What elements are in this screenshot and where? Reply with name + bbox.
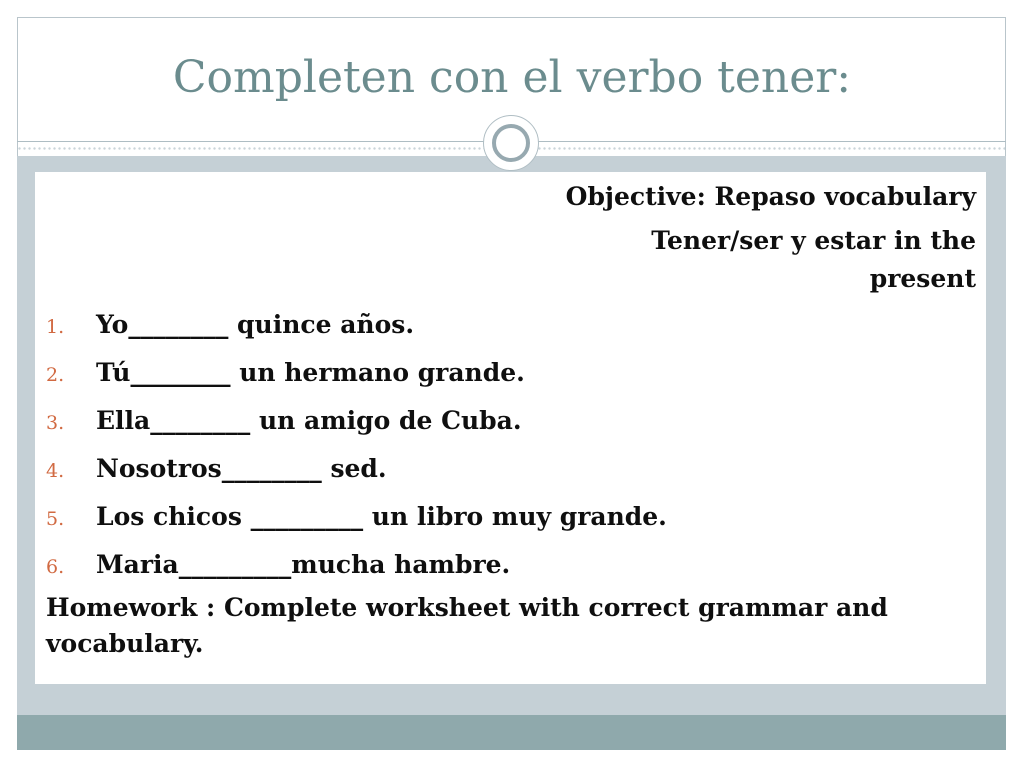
slide-title: Completen con el verbo tener: (172, 52, 852, 103)
list-item-text: Yo________ quince años. (96, 310, 415, 339)
objective-line-2-text: Tener/ser y estar in the present (651, 226, 976, 293)
list-item (46, 350, 976, 398)
list-number: 1. (46, 316, 65, 338)
objective-line-2 (46, 222, 976, 298)
circle-ornament-icon (483, 115, 539, 171)
list-number: 4. (46, 460, 65, 482)
list-item (46, 446, 976, 494)
list-number: 6. (46, 556, 65, 578)
list-number: 5. (46, 508, 65, 530)
list-item-text: Ella________ un amigo de Cuba. (96, 406, 522, 435)
list-item-text: Los chicos _________ un libro muy grande. (96, 502, 667, 531)
list-item-text: Maria_________mucha hambre. (96, 550, 511, 579)
list-item (46, 302, 976, 350)
exercise-list (46, 302, 976, 590)
list-item (46, 542, 976, 590)
list-item-text: Tú________ un hermano grande. (96, 358, 525, 387)
list-item (46, 494, 976, 542)
homework-text: Homework : Complete worksheet with correct grammar and vocabulary. (46, 593, 888, 658)
bottom-bar (17, 715, 1006, 750)
list-number: 2. (46, 364, 65, 386)
list-number: 3. (46, 412, 65, 434)
slide-body (46, 178, 976, 662)
list-item-text: Nosotros________ sed. (96, 454, 387, 483)
list-item (46, 398, 976, 446)
objective-line-1: Objective: Repaso vocabulary (565, 182, 976, 211)
